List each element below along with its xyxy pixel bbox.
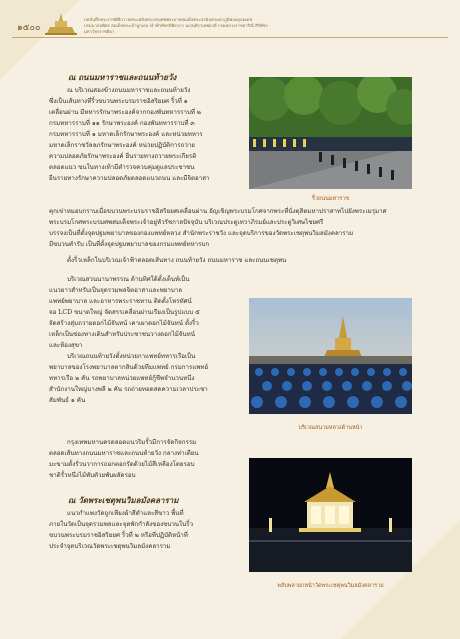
section1-continuation: คุกเข่าหมอบกราบเมื่อขบวนพระบรมราชอิสริยยศเคลื่อนผ่าน อัญเชิญพระบรมโกศจากพระที่นั่งดุสิตมหาปราสาทไปยังพระเมรุมาศ พระบรมโกศพระบรมศพสมเด็จพระเจ้าอยู่หัวรัชกาลปัจจุบัน บริเวณประตูเทวาภิรมย์และประตูวิเศษไชยศรี บรรจงเป็นที่ตั้งจุดปฐมพยาบาลของกองแพทย์หลวง สำนักพระราชวัง และจุดบริการของวัดพระเชตุพนวิมลมังคลาราม มีขบวนคำรับ เป็นที่ตั้งจุดปฐมพยาบาลของกรมแพทย์ทหารบก: [49, 208, 387, 248]
photo-maharat-road: [249, 77, 412, 189]
page-header: [0, 0, 460, 38]
royal-emblem-icon: [44, 12, 78, 36]
section4-paragraph: แนวกำแพงวัดถูกเทียงผ้าสีดำและสีขาว พื้นที่ ภายในวัดเป็นจุดรวมพลและจุดพักกำลังของขบวนในริ้ว ขบวนพระบรมราชอิสริยยศ ริ้วที่ ๒ หรือที่ปฏิบัติหน้าที่ ประจำจุดบริเวณวัดพระเชตุพนวิมลมังคลาราม: [49, 510, 194, 550]
section2-paragraph: บริเวณสวนนานาพรรณ ด้านทิศใต้ตั้งเต็นท์เป็น แนวยาวสำหรับเป็นจุดรวมพลจิตอาสาและพยาบาล แพทย์พยาบาล และอาหารพระราชทาน ติดตั้งโทรทัศน์ จอ LCD ขนาดใหญ่ จัดสรรเคลื่อนผ่านเรียงเป็นรูปแบบ ๕ จัดสร้างสุ่มถวายดอกไม้จันทน์ เคาเผาดอกไม้จันทน์ ตั้งริ้ว เหล็กเป็นช่องทางเดินสำหรับประชาชนวางดอกไม้จันทน์ และห้องสุขา บริเวณถนนท้ายวังตั้งหน่วยกาแพทย์ทหารเรือเป็น พยาบาลของโรงพยาบาลตากสินด้วยทีมแพทย์ กรมการแพทย์ ทหารเรือ ๒ คัน รถพยาบาลหน่วยแพทย์กู้ชีพจำนวนหนึ่ง สำนักงานใหญ่บางพลี ๒ คัน รถถ่ายทอดสดความเวลาประชา สัมพันธ์ ๑ คัน: [49, 276, 209, 404]
photo-sanam-luang: [249, 298, 412, 414]
page-number: ๑๕๐๐: [17, 23, 41, 33]
running-title: บทบันทึกพระราชพิธีถวายพระเพลิงพระบรมศพพระบาทสมเด็จพระปรมินทรมหาภูมิพลอดุลยเดช บรมนาถบพิตร สมเด็จพระเจ้าลูกเธอ เจ้าฟ้าพัชรกิติยาภา นเรนทิราเทพยวดี กรมหลวงราชสาริณี สิริพัชร มหาวัชรราชธิดา: [84, 17, 268, 34]
section-heading-wat-pho: ณ วัดพระเชตุพนวิมลมังคลาราม: [68, 495, 179, 505]
header-rule: [12, 37, 448, 38]
photo-caption-wat-pho: พลับพลายกหน้าวัดพระเชตุพนวิมลมังคลาราม: [277, 583, 384, 589]
section1-paragraph: ณ บริเวณสองข้างถนนมหาราชและถนนท้ายวัง ซึ่งเป็นเส้นทางที่ริ้วขบวนพระบรมราชอิสริยยศ ริ้วที่ ๑ เคลื่อนผ่าน มีทหารรักษาพระองค์จากกองพันทหารราบที่ ๒ กรมทหารราบที่ ๑๑ รักษาพระองค์ กองพันทหารราบที่ ๓ กรมทหารราบที่ ๑ มหาดเล็กรักษาพระองค์ และหน่วยทหาร มหาดเล็กราชวัลลภรักษาพระองค์ หน่วยปฏิบัติการถวาย ความปลอดภัยรักษาพระองค์ ยืนรายทางถวายพระเกียรติ ตลอดแนว ขนในทางเท้ามีตำรวจควบคุมดูแลประชาชน ยืนรายทางรักษาความปลอดภัยตลอดแนวถนน และมีจิตอาสา: [49, 87, 210, 182]
photo-wat-pho-pavilion: [249, 458, 412, 572]
section1-note: ตั้งริ้วเหล็กในบริเวณเจ้าฟ้าตลอดเส้นทาง ถนนท้ายวัง ถนนมหาราช และถนนเชตุพน: [67, 257, 287, 264]
photo-caption-maharat-road: ริ้วถนนมหาราช: [311, 196, 349, 202]
section3-paragraph: กรุงเทพมหานครตลอดแนวริมรั้วมีการจัดกิจกรรม ตลอดเส้นทางถนนมหาราชและถนนท้ายวัง กลางท่าเตียน มะขามตั้งรั่วนวาการถอกตอกรัดด้วยไม้สีเหลืองโดยรอบ ชาติรั้วหนึ่งไม้พับตัวยพับผลัดรอบ: [49, 439, 199, 479]
section-heading-maharat-road: ณ ถนนมหาราชและถนนท้ายวัง: [68, 72, 177, 82]
photo-caption-sanam-luang: บริเวณสนามหลวงด้านหน้า: [298, 425, 363, 431]
